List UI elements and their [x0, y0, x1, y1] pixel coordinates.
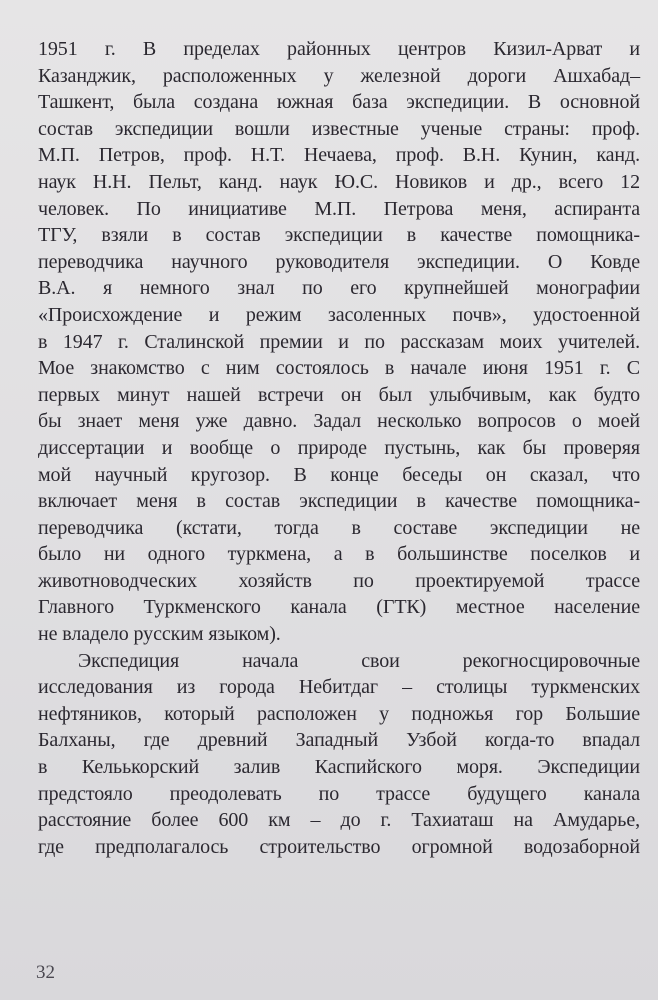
text-line: «Происхождение и режим засоленных почв», удостоенной	[38, 303, 640, 326]
text-line: диссертации и вообще о природе пустынь, как бы проверяя	[38, 436, 640, 459]
text-line: не владело русским языком).	[38, 623, 281, 646]
text-line: 1951 г. В пределах районных центров Кизил-Арват и	[38, 38, 640, 60]
text-line: Казанджик, расположенных у железной дороги Ашхабад–	[38, 64, 640, 87]
text-line: наук Н.Н. Пельт, канд. наук Ю.С. Новиков и др., всего 12	[38, 170, 640, 193]
text-line: Ташкент, была создана южная база экспедиции. В основной	[38, 91, 640, 114]
text-line: было ни одного туркмена, а в большинстве поселков и	[38, 543, 640, 566]
text-line: состав экспедиции вошли известные ученые страны: проф.	[38, 117, 640, 140]
text-line: М.П. Петров, проф. Н.Т. Нечаева, проф. В.Н. Кунин, канд.	[38, 144, 640, 167]
page-number: 32	[36, 962, 55, 983]
text-line: животноводческих хозяйств по проектируемой трассе	[38, 569, 640, 592]
text-line: переводчика (кстати, тогда в составе экспедиции не	[38, 516, 640, 539]
text-line: Мое знакомство с ним состоялось в начале июня 1951 г. С	[38, 357, 640, 380]
text-line: В.А. я немного знал по его крупнейшей монографии	[38, 277, 640, 300]
text-line: первых минут нашей встречи он был улыбчивым, как будто	[38, 383, 640, 406]
body-text	[38, 36, 640, 860]
text-line: мой научный кругозор. В конце беседы он сказал, что	[38, 463, 640, 486]
text-line: бы знает меня уже давно. Задал несколько вопросов о моей	[38, 410, 640, 433]
text-line: включает меня в состав экспедиции в качестве помощника-	[38, 490, 640, 513]
text-line: предстояло преодолевать по трассе будущего канала	[38, 782, 640, 805]
text-line: исследования из города Небитдаг – столицы туркменских	[38, 676, 640, 699]
text-line: где предполагалось строительство огромной водозаборной	[38, 835, 640, 858]
text-line: в Кельькорский залив Каспийского моря. Экспедиции	[38, 756, 640, 779]
text-line: человек. По инициативе М.П. Петрова меня, аспиранта	[38, 197, 640, 220]
text-line: расстояние более 600 км – до г. Тахиаташ на Амударье,	[38, 809, 640, 832]
paragraph-first-line: Экспедиция начала свои рекогносцировочные	[78, 649, 640, 672]
text-line: Балханы, где древний Западный Узбой когда-то впадал	[38, 729, 640, 752]
text-line: ТГУ, взяли в состав экспедиции в качестве помощника-	[38, 224, 640, 247]
text-line: переводчика научного руководителя экспедиции. О Ковде	[38, 250, 640, 273]
text-line: Главного Туркменского канала (ГТК) местное население	[38, 596, 640, 619]
text-line: нефтяников, который расположен у подножья гор Большие	[38, 702, 640, 725]
text-line: в 1947 г. Сталинской премии и по рассказам моих учителей.	[38, 330, 640, 353]
